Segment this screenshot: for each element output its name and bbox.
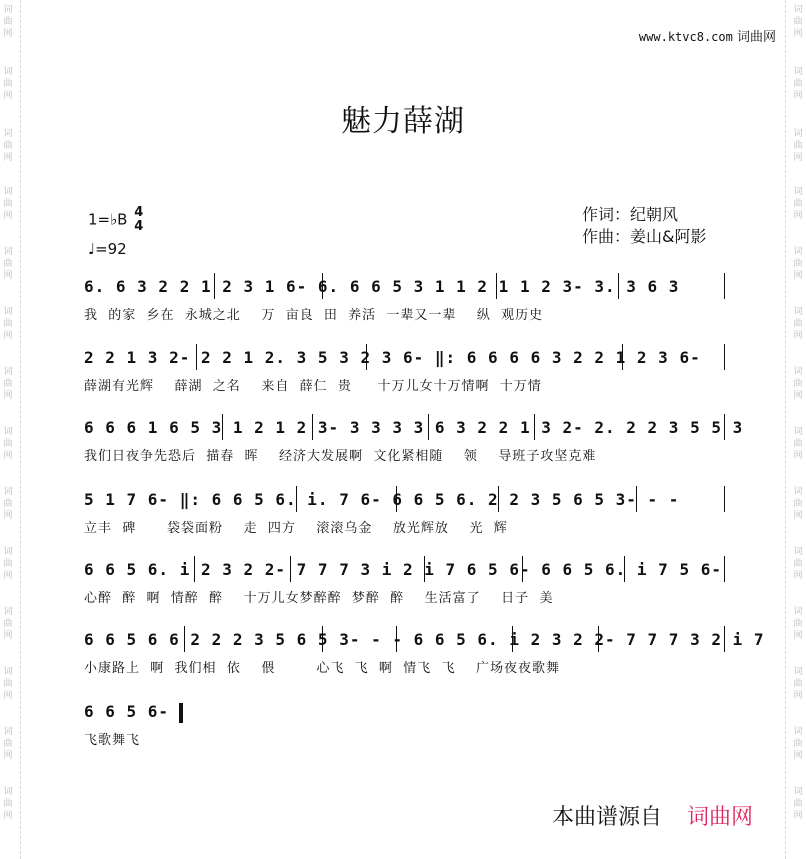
barline	[366, 344, 367, 370]
credits	[582, 204, 706, 248]
time-signature-bottom: 4	[134, 219, 144, 234]
lyricist-credit: 作词：纪朝风	[582, 205, 679, 224]
source-label: 本曲谱源自	[552, 805, 663, 830]
watermark-stamp: 词 曲 网	[793, 787, 803, 821]
barline	[724, 273, 725, 299]
barline	[724, 626, 725, 652]
site-header	[639, 26, 776, 45]
watermark-stamp: 词 曲 网	[3, 67, 13, 101]
key-signature	[88, 206, 143, 234]
tempo-marking: ♩=92	[88, 240, 127, 258]
lyrics-line: 立丰 碑 袋袋面粉 走 四方 滚滚乌金 放光辉放 光 辉	[84, 521, 508, 536]
barline	[428, 414, 429, 440]
site-url[interactable]: www.ktvc8.com	[638, 30, 733, 44]
watermark-stamp: 词 曲 网	[3, 427, 13, 461]
lyrics-line: 我 的家 乡在 永城之北 万 亩良 田 养活 一辈又一辈 纵 观历史	[84, 308, 544, 323]
watermark-stamp: 词 曲 网	[793, 367, 803, 401]
barline	[322, 626, 323, 652]
notation-line: 6 6 6 1 6 5 3 1 2 1 2 3- 3 3 3 3 6 3 2 2 1 3 2- 2. 2 2 3 5 5 3	[84, 418, 744, 437]
barline	[498, 486, 499, 512]
site-name: 词曲网	[736, 30, 776, 45]
barline	[522, 556, 523, 582]
barline	[214, 273, 215, 299]
watermark-stamp: 词 曲 网	[793, 487, 803, 521]
barline	[724, 556, 725, 582]
notation-line: 6 6 5 6. i 2 3 2 2- 7 7 7 3 i 2 i 7 6 5 6- 6 6 5 6. i 7 5 6-	[84, 560, 722, 579]
barline	[312, 414, 313, 440]
watermark-stamp: 词 曲 网	[3, 547, 13, 581]
watermark-stamp: 词 曲 网	[3, 487, 13, 521]
composer-credit: 作曲：姜山&阿影	[582, 227, 707, 246]
watermark-stamp: 词 曲 网	[3, 5, 13, 39]
barline	[296, 486, 297, 512]
brand-link[interactable]: 词曲网	[687, 805, 754, 830]
lyrics-line: 薛湖有光辉 薛湖 之名 来自 薛仁 贵 十万儿女十万情啊 十万情	[84, 379, 542, 394]
watermark-stamp: 词 曲 网	[793, 547, 803, 581]
barline	[598, 626, 599, 652]
notation-line: 2 2 1 3 2- 2 2 1 2. 3 5 3 2 3 6- ‖: 6 6 6 6 3 2 2 1 2 3 6-	[84, 348, 701, 367]
lyrics-line: 飞歌舞飞	[84, 733, 141, 748]
barline	[618, 273, 619, 299]
lyrics-line: 我们日夜争先恐后 描春 晖 经济大发展啊 文化紧相随 领 导班子攻坚克难	[84, 449, 597, 464]
barline	[290, 556, 291, 582]
notation-line: 5 1 7 6- ‖: 6 6 5 6. i. 7 6- 6 6 5 6. 2 2 3 5 6 5 3- - -	[84, 490, 680, 509]
barline	[622, 344, 623, 370]
watermark-stamp: 词 曲 网	[793, 129, 803, 163]
watermark-stamp: 词 曲 网	[793, 427, 803, 461]
barline	[424, 556, 425, 582]
barline	[512, 626, 513, 652]
lyrics-line: 小康路上 啊 我们相 依 偎 心飞 飞 啊 情飞 飞 广场夜夜歌舞	[84, 661, 560, 676]
barline	[624, 556, 625, 582]
barline	[496, 273, 497, 299]
watermark-stamp: 词 曲 网	[793, 307, 803, 341]
barline	[396, 486, 397, 512]
notation-line: 6. 6 3 2 2 1 2 3 1 6- 6. 6 6 5 3 1 1 2 1 1 2 3- 3. 3 6 3	[84, 277, 680, 296]
barline	[534, 414, 535, 440]
watermark-stamp: 词 曲 网	[3, 367, 13, 401]
barline	[322, 273, 323, 299]
barline	[396, 626, 397, 652]
watermark-stamp: 词 曲 网	[3, 787, 13, 821]
barline	[184, 626, 185, 652]
notation-text: 6 6 5 6-	[84, 702, 170, 721]
watermark-stamp: 词 曲 网	[3, 187, 13, 221]
key-label: 1=♭B	[88, 210, 128, 229]
barline	[194, 556, 195, 582]
watermark-stamp: 词 曲 网	[3, 667, 13, 701]
barline	[724, 344, 725, 370]
watermark-stamp: 词 曲 网	[793, 187, 803, 221]
source-footer	[552, 800, 753, 831]
watermark-stamp: 词 曲 网	[3, 129, 13, 163]
notation-line: 6 6 5 6 6 2 2 2 3 5 6 5 3- - - 6 6 5 6. i 2 3 2 2- 7 7 7 3 2 i 7	[84, 630, 765, 649]
barline	[196, 344, 197, 370]
watermark-stamp: 词 曲 网	[3, 607, 13, 641]
watermark-stamp: 词 曲 网	[3, 247, 13, 281]
final-barline	[179, 703, 183, 723]
barline	[222, 414, 223, 440]
watermark-stamp: 词 曲 网	[3, 727, 13, 761]
lyrics-line: 心醉 醉 啊 情醉 醉 十万儿女梦醉醉 梦醉 醉 生活富了 日子 美	[84, 591, 554, 606]
song-title: 魅力薛湖	[341, 104, 465, 139]
barline	[724, 486, 725, 512]
watermark-stamp: 词 曲 网	[793, 607, 803, 641]
barline	[636, 486, 637, 512]
time-signature	[134, 206, 143, 234]
watermark-stamp: 词 曲 网	[793, 67, 803, 101]
watermark-stamp: 词 曲 网	[793, 667, 803, 701]
time-signature-top: 4	[134, 205, 144, 220]
barline	[724, 414, 725, 440]
watermark-stamp: 词 曲 网	[3, 307, 13, 341]
watermark-stamp: 词 曲 网	[793, 5, 803, 39]
notation-line	[84, 702, 183, 723]
watermark-stamp: 词 曲 网	[793, 247, 803, 281]
watermark-stamp: 词 曲 网	[793, 727, 803, 761]
